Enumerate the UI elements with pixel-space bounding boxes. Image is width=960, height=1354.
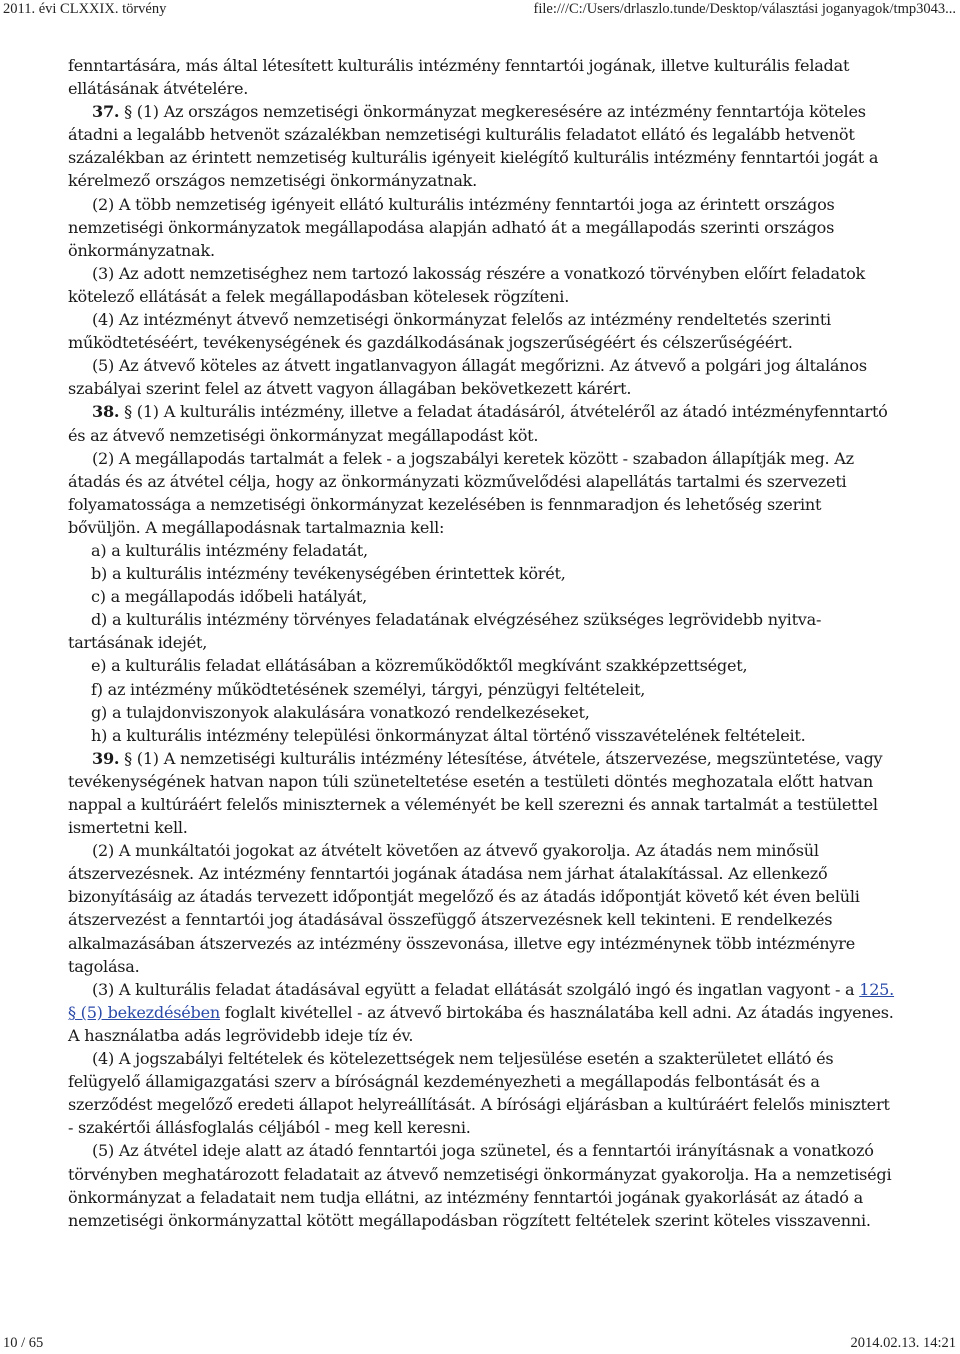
section-38-text-1: (1) A kulturális intézmény, illetve a feladat átadásáról, átvételéről az átadó intézményfenntartó és az átvevő nemzetiségi önkormányzat megállapodást köt. (68, 402, 888, 445)
page-number: 10 / 65 (3, 1335, 44, 1351)
section-sign: § (124, 402, 132, 422)
section-39-paragraph-5: (5) Az átvétel ideje alatt az átadó fenntartói joga szünetel, és a fenntartói irányításnak a vonatkozó törvényben meghatározott feladatait az átvevő nemzetiségi önkormányzat gyakorolja. Ha a nemzetiségi önkormányzat a feladatait nem tudja ellátni, az intézmény fenntartói jogának gyakorlását az átadó a nemzetiségi önkormányzattal kötött megállapodásban rögzített feltételek szerint köteles visszavenni. (68, 1141, 892, 1230)
section-37-number: 37. (92, 102, 120, 122)
section-37-paragraph-5: (5) Az átvevő köteles az átvett ingatlanvagyon állagát megőrizni. Az átvevő a polgári jog általános szabályai szerint felel az átvett vagyon állagában bekövetkezett kárért. (68, 356, 867, 399)
list-item-e: e) a kulturális feladat ellátásában a közreműködőktől megkívánt szakképzettséget, (91, 656, 748, 676)
section-37-text-1: (1) Az országos nemzetiségi önkormányzat megkeresésére az intézmény fenntartója köteles átadni a legalább hetvenöt százalékban nemzetiségi kulturális feladatot ellátó és legalább hetvenöt százalékban az érintett nemzetiség kulturális igényeit kielégítő kulturális intézmény fenntartói jogát a kérelmező országos nemzetiségi önkormányzatnak. (68, 102, 879, 191)
list-item-g: g) a tulajdonviszonyok alakulására vonatkozó rendelkezéseket, (91, 702, 590, 722)
section-38-paragraph-2: (2) A megállapodás tartalmát a felek - a jogszabályi keretek között - szabadon állapítják meg. Az átadás és az átvétel célja, hogy az önkormányzati közművelődési alapellátás tartalmi és szervezeti folyamatossága a nemzetiségi önkormányzat kezelésében is fennmaradjon és lehetőség szerint bővüljön. A megállapodásnak tartalmaznia kell: (68, 448, 854, 537)
section-38-number: 38. (92, 402, 120, 422)
page-header (0, 0, 960, 20)
list-item-b: b) a kulturális intézmény tevékenységében érintettek körét, (91, 564, 566, 584)
section-39-paragraph-3 (68, 978, 898, 1047)
section-37-paragraph-1 (68, 100, 898, 192)
section-39-paragraph-4: (4) A jogszabályi feltételek és kötelezettségek nem teljesülése esetén a szakterületet ellátó és felügyelő államigazgatási szerv a bíróságnál kezdeményezheti a megállapodás felbontását és a szerződést megelőző eredeti állapot helyreállítását. A bírósági eljárásban a kultúráért felelős minisztert - szakértői állásfoglalás céljából - meg kell keresni. (68, 1049, 890, 1138)
section-37-paragraph-2: (2) A több nemzetiség igényeit ellátó kulturális intézmény fenntartói joga az érintett országos nemzetiségi önkormányzatok megállapodása alapján adható át a megállapodás szerinti országos önkormányzatnak. (68, 194, 835, 260)
section-39-paragraph-2: (2) A munkáltatói jogokat az átvételt követően az átvevő gyakorolja. Az átadás nem minősül átszervezésnek. Az intézmény fenntartói jogának átadása nem járhat átalakítással. Az ellenkező bizonyításáig az átadás tervezett időpontját megelőző és az átadás időpontját követő két éven belüli átszervezést a fenntartói jog átadásával összefüggő átszervezésnek kell tekinteni. E rendelkezés alkalmazásában átszervezés az intézmény összevonása, illetve egy intézménynek több intézményre tagolása. (68, 841, 860, 976)
list-item-a: a) a kulturális intézmény feladatát, (91, 540, 368, 560)
section-125-reference-link[interactable]: 125. § (5) bekezdésében (68, 979, 895, 1022)
header-file-path: file:///C:/Users/drlaszlo.tunde/Desktop/választási joganyagok/tmp3043... (533, 1, 956, 17)
list-item-d: d) a kulturális intézmény törvényes feladatának elvégzéséhez szükséges legrövidebb nyitva- (91, 610, 822, 630)
document-body (68, 54, 898, 1232)
list-item-d-continued: tartásának idejét, (68, 633, 208, 653)
section-39-text-1: (1) A nemzetiségi kulturális intézmény létesítése, átvétele, átszervezése, megszüntetése, vagy tevékenységének hatvan napon túli szüneteltetése esetén a testületi döntés meghozatala előtt hatvan nappal a kultúráért felelős miniszternek a véleményét be kell szerezni és annak tartalmát a testülettel ismertetni kell. (68, 748, 883, 838)
section-sign: § (124, 102, 132, 122)
section-38-paragraph-1 (68, 400, 898, 446)
paragraph-intro: fenntartására, más által létesített kulturális intézmény fenntartói jogának, illetve kulturális feladat ellátásának átvételére. (68, 56, 850, 99)
list-item-h: h) a kulturális intézmény települési önkormányzat által történő visszavételének feltételeit. (91, 725, 806, 745)
section-39-paragraph-1 (68, 747, 898, 839)
header-title: 2011. évi CLXXIX. törvény (3, 1, 167, 17)
list-item-f: f) az intézmény működtetésének személyi, tárgyi, pénzügyi feltételeit, (91, 679, 646, 699)
print-timestamp: 2014.02.13. 14:21 (850, 1335, 956, 1351)
list-item-c: c) a megállapodás időbeli hatályát, (91, 587, 368, 607)
section-39-number: 39. (92, 748, 120, 768)
section-39-text-3a: (3) A kulturális feladat átadásával együtt a feladat ellátását szolgáló ingó és ingatlan vagyont - a (92, 979, 860, 999)
page-footer (0, 1334, 960, 1354)
section-37-paragraph-4: (4) Az intézményt átvevő nemzetiségi önkormányzat felelős az intézmény rendeltetés szerinti működtetéséért, tevékenységének és gazdálkodásának jogszerűségéért és célszerűségéért. (68, 310, 831, 353)
section-39-text-3b: foglalt kivétellel - az átvevő birtokába és használatába kell adni. Az átadás ingyenes. A használatba adás legrövidebb ideje tíz év. (68, 1002, 894, 1045)
section-sign: § (124, 748, 132, 768)
section-37-paragraph-3: (3) Az adott nemzetiséghez nem tartozó lakosság részére a vonatkozó törvényben előírt feladatok kötelező ellátását a felek megállapodásban kötelesek rögzíteni. (68, 263, 866, 306)
